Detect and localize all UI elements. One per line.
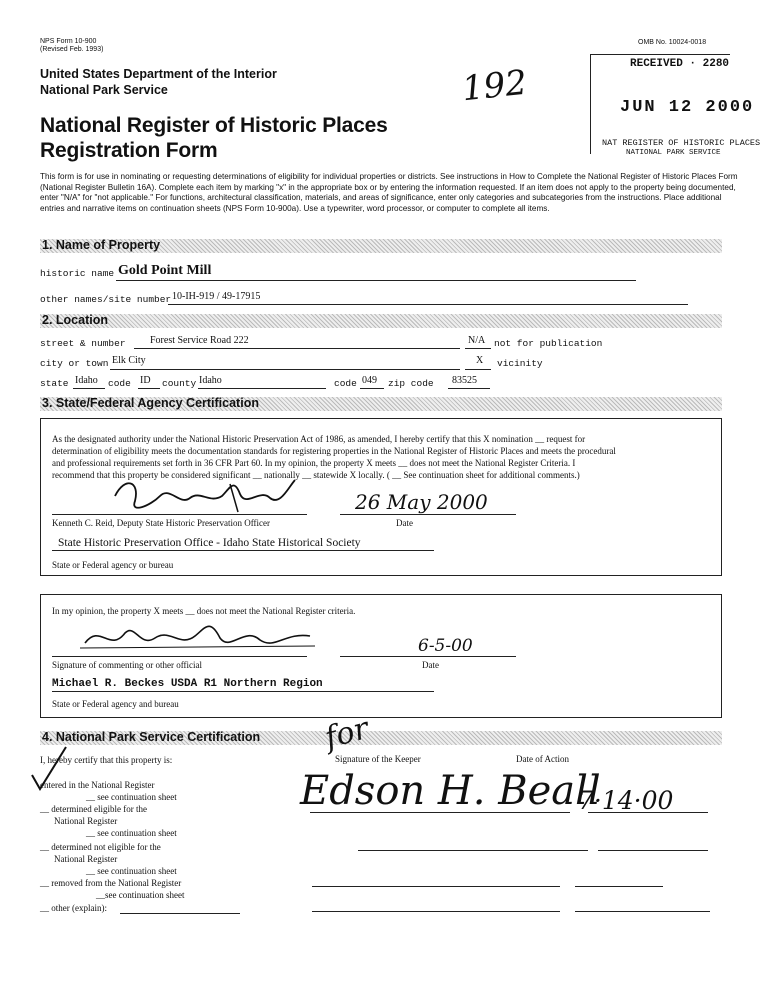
shpo-agency-line (52, 550, 434, 551)
handwritten-number: 192 (460, 62, 529, 110)
option-eligible-nr: National Register (54, 816, 118, 826)
form-title: National Register of Historic Places (40, 114, 388, 137)
vicinity-value[interactable]: X (476, 355, 484, 366)
commenting-signature (80, 618, 320, 658)
option-removed-see: __see continuation sheet (96, 890, 185, 900)
shpo-signer: Kenneth C. Reid, Deputy State Historic Preservation Officer (52, 518, 271, 528)
commenting-date-line (340, 656, 516, 657)
city-line (110, 369, 460, 370)
state-code-value[interactable]: ID (140, 375, 151, 386)
commenting-agency-label: State or Federal agency and bureau (52, 699, 179, 709)
section4-title: 4. National Park Service Certification (42, 730, 261, 744)
stamp-date: JUN 12 2000 (620, 98, 755, 117)
option-not-eligible-nr: National Register (54, 854, 118, 864)
commenting-sig-label: Signature of commenting or other official (52, 660, 203, 670)
certify-text: I, hereby certify that this property is: (40, 755, 173, 765)
keeper-signature: Edson H. Beall (300, 768, 601, 814)
keeper-sig-label: Signature of the Keeper (335, 754, 421, 764)
city-value[interactable]: Elk City (112, 355, 146, 366)
nfp-value[interactable]: N/A (468, 335, 486, 346)
nfp-label: not for publication (494, 338, 603, 349)
received-stamp (590, 48, 761, 168)
zip-value[interactable]: 83525 (452, 375, 477, 386)
county-label: county (162, 378, 197, 389)
vicinity-label: vicinity (497, 358, 543, 369)
other-names-label: other names/site number (40, 294, 172, 305)
keeper-line-2 (358, 850, 588, 851)
state-label: state (40, 378, 69, 389)
state-value[interactable]: Idaho (75, 375, 98, 386)
option-eligible: __ determined eligible for the (40, 804, 147, 814)
street-label: street & number (40, 338, 126, 349)
commenting-date-label: Date (422, 660, 439, 670)
cert-para-line2: determination of eligibility meets the documentation standards for registering properties in the National Register of Historic Places and meets the procedural (52, 446, 616, 456)
shpo-date-handwritten: 26 May 2000 (355, 490, 488, 514)
keeper-date-line-1 (588, 812, 708, 813)
vicinity-line (465, 369, 491, 370)
commenting-agency-line (52, 691, 434, 692)
form-subtitle: Registration Form (40, 139, 218, 162)
form-number: NPS Form 10-900 (40, 38, 97, 45)
zip-line (448, 388, 490, 389)
shpo-signature (110, 476, 300, 516)
option-not-eligible-see: __ see continuation sheet (86, 866, 177, 876)
shpo-sig-line (52, 514, 307, 515)
omb-number: OMB No. 10024-0018 (638, 39, 707, 46)
form-revised: (Revised Feb. 1993) (40, 46, 104, 53)
option-entered: entered in the National Register (40, 780, 155, 790)
other-names-value[interactable]: 10-IH-919 / 49-17915 (172, 291, 261, 302)
option-not-eligible: __ determined not eligible for the (40, 842, 161, 852)
state-code-line (138, 388, 160, 389)
zip-label: zip code (388, 378, 434, 389)
keeper-line-3 (312, 886, 560, 887)
county-line (198, 388, 326, 389)
cert-para-line1: As the designated authority under the National Historic Preservation Act of 1986, as amended, I hereby certify that this X nomination __ request for (52, 434, 586, 444)
historic-name-value[interactable]: Gold Point Mill (118, 263, 212, 278)
cert-para-line3: and professional requirements set forth in 36 CFR Part 60. In my opinion, the property X meets __ does not meet the National Register Criteria. I (52, 458, 576, 468)
service-name: National Park Service (40, 83, 168, 97)
commenting-date-handwritten: 6-5-00 (418, 636, 473, 656)
commenting-sig-line (52, 656, 307, 657)
for-handwritten: for (321, 710, 373, 757)
option-other: __ other (explain): (40, 903, 107, 913)
keeper-date-line-2 (598, 850, 708, 851)
keeper-date-line-3 (575, 886, 663, 887)
commenting-agency-value[interactable]: Michael R. Beckes USDA R1 Northern Region (52, 678, 323, 690)
opinion-line: In my opinion, the property X meets __ does not meet the National Register criteria. (52, 606, 356, 616)
keeper-line-1 (310, 812, 570, 813)
keeper-line-4 (312, 911, 560, 912)
county-value[interactable]: Idaho (199, 375, 222, 386)
street-line (134, 348, 460, 349)
instructions-text: This form is for use in nominating or requesting determinations of eligibility for individual properties or districts. See instructions in How to Complete the National Register of Historic Places Form (National Register Bulletin 16A). Complete each item by marking "x" in the appropriate box or by entering the information requested. If an item does not apply to the property being documented, enter "N/A" for "not applicable." For functions, architectural classification, materials, and areas of significance, enter only categories and subcategories from the instructions. Place additional entries and narrative items on continuation sheets (NPS Form 10-900a). Use a typewriter, word processor, or computer to complete all items. (40, 172, 738, 213)
state-line (73, 388, 105, 389)
county-code-line (360, 388, 384, 389)
other-explain-line (120, 913, 240, 914)
stamp-received: RECEIVED · 2280 (630, 58, 730, 70)
option-entered-see: __ see continuation sheet (86, 792, 177, 802)
nfp-line (465, 348, 491, 349)
stamp-line2: NATIONAL PARK SERVICE (626, 149, 721, 157)
stamp-line1: NAT REGISTER OF HISTORIC PLACES (602, 138, 761, 148)
keeper-date-handwritten: 7·14·00 (578, 786, 674, 815)
section2-title: 2. Location (42, 313, 108, 327)
option-eligible-see: __ see continuation sheet (86, 828, 177, 838)
date-of-action-label: Date of Action (516, 754, 569, 764)
section2-bar (40, 314, 722, 328)
historic-name-label: historic name (40, 268, 115, 279)
county-code-value[interactable]: 049 (362, 375, 377, 386)
city-label: city or town (40, 358, 109, 369)
cert-para-line4: recommend that this property be considered significant __ nationally __ statewide X locally. ( __ See continuation sheet for additional comments.) (52, 470, 580, 480)
keeper-date-line-4 (575, 911, 710, 912)
shpo-agency-value[interactable]: State Historic Preservation Office - Idaho State Historical Society (58, 537, 361, 549)
section1-title: 1. Name of Property (42, 238, 161, 252)
shpo-agency-label: State or Federal agency or bureau (52, 560, 174, 570)
shpo-date-line (340, 514, 516, 515)
option-removed: __ removed from the National Register (40, 878, 182, 888)
county-code-label: code (334, 378, 357, 389)
state-code-label: code (108, 378, 131, 389)
other-names-line (168, 304, 688, 305)
shpo-date-label: Date (396, 518, 413, 528)
section3-title: 3. State/Federal Agency Certification (42, 396, 259, 410)
historic-name-line (116, 280, 636, 281)
street-value[interactable]: Forest Service Road 222 (150, 335, 249, 346)
department-name: United States Department of the Interior (40, 67, 277, 81)
